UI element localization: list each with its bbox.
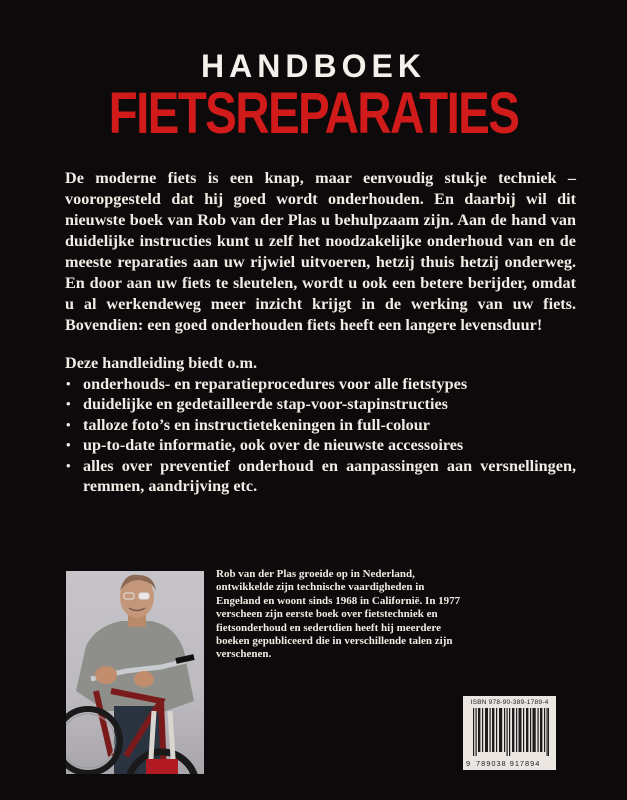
ean-digits-rest: 789038 917894 — [476, 759, 541, 768]
bullet-icon: • — [66, 437, 71, 452]
ean-first-digit: 9 — [466, 759, 471, 768]
isbn-barcode — [463, 696, 556, 770]
bullet-icon: • — [66, 375, 71, 391]
feature-item: • up-to-date informatie, ook over de nieuwste accessoires — [66, 436, 464, 454]
feature-item: • duidelijke en gedetailleerde stap-voor-stapinstructies — [66, 395, 448, 413]
title-fietsreparaties: FIETSREPARATIES — [108, 81, 519, 146]
barcode-bars-icon — [473, 708, 549, 756]
author-bio: Rob van der Plas groeide op in Nederland, ontwikkelde zijn technische vaardigheden in Engeland en woont sinds 1968 in Californië. In 1977 verscheen zijn eerste boek over fietstechniek en fietsonderhoud en sedertdien heeft hij meerdere boeken gepubliceerd die in verschillende talen zijn verschenen. — [216, 568, 461, 661]
feature-item: • talloze foto’s en instructietekeningen in full-colour — [66, 415, 430, 434]
author-photo — [66, 571, 204, 774]
author-with-bicycle-illustration — [66, 571, 204, 774]
isbn-label: ISBN 978-90-389-1789-4 — [470, 699, 549, 706]
features-section — [65, 353, 576, 497]
intro-paragraph: De moderne fiets is een knap, maar eenvoudig stukje techniek – vooropgesteld dat hij goed wordt onderhouden. En daarbij wil dit nieuwste boek van Rob van der Plas u behulpzaam zijn. Aan de hand van duidelijke instructies kunt u zelf het noodzakelijke onderhoud van en de meeste reparaties aan uw rijwiel uitvoeren, hetzij thuis hetzij onderweg. En door aan uw fiets te sleutelen, wordt u ook een betere berijder, omdat u al werkendeweg meer inzicht krijgt in de werking van uw fiets. Bovendien: een goed onderhouden fiets heeft een langere levensduur! — [65, 169, 576, 334]
bullet-icon: • — [66, 396, 71, 411]
title-handboek: HANDBOEK — [201, 48, 426, 84]
feature-item: • onderhouds- en reparatieprocedures voor alle fietstypes — [66, 374, 468, 393]
features-list — [65, 374, 576, 497]
bullet-icon: • — [66, 457, 71, 473]
bullet-icon: • — [66, 416, 71, 432]
feature-item: • alles over preventief onderhoud en aanpassingen aan versnellingen, remmen, aandrijving etc. — [66, 456, 576, 495]
features-heading: Deze handleiding biedt o.m. — [65, 354, 258, 372]
